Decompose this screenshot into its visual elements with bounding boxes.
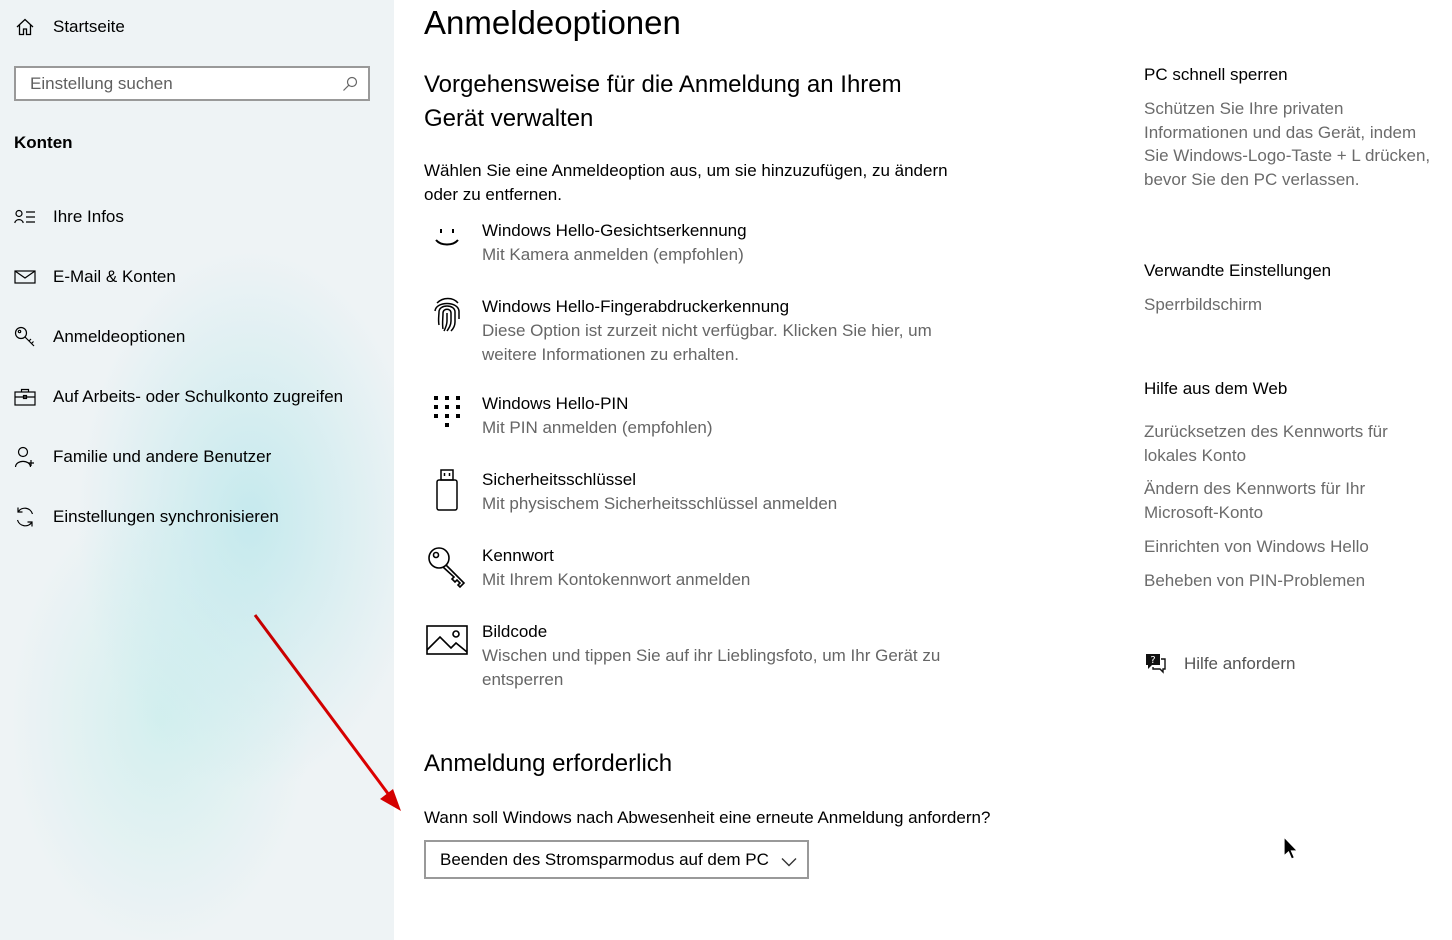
sidebar-item-label: Anmeldeoptionen: [53, 327, 186, 346]
option-pin[interactable]: [424, 392, 984, 444]
sidebar-item-label: Ihre Infos: [53, 207, 124, 226]
home-label: Startseite: [53, 17, 125, 36]
intro-text: Wählen Sie eine Anmeldeoption aus, um sie hinzuzufügen, zu ändern oder zu entfernen.: [424, 161, 948, 204]
sidebar-item-label: Familie und andere Benutzer: [53, 447, 272, 466]
settings-search-input[interactable]: [16, 68, 350, 99]
sidebar-item-arbeitskonto[interactable]: [0, 384, 394, 410]
sidebar-item-familie[interactable]: [0, 444, 394, 470]
sub-heading: Vorgehensweise für die Anmeldung an Ihrem Gerät verwalten: [424, 71, 902, 132]
sidebar-item-label: Auf Arbeits- oder Schulkonto zugreifen: [53, 387, 344, 406]
sidebar-item-email-konten[interactable]: [0, 264, 394, 290]
option-fingerprint[interactable]: [424, 295, 984, 371]
briefcase-icon: [14, 386, 36, 408]
related-heading: Verwandte Einstellungen: [1144, 261, 1332, 280]
lock-heading: PC schnell sperren: [1144, 65, 1288, 84]
option-desc: Wischen und tippen Sie auf ihr Lieblingsfoto, um Ihr Gerät zu entsperren: [482, 646, 941, 689]
sidebar-item-synchronisieren[interactable]: [0, 504, 394, 530]
mail-icon: [14, 266, 36, 288]
option-title: Kennwort: [482, 546, 554, 565]
option-title: Sicherheitsschlüssel: [482, 470, 637, 489]
option-desc: Mit PIN anmelden (empfohlen): [482, 418, 713, 437]
option-title: Windows Hello-PIN: [482, 394, 629, 413]
settings-search-box[interactable]: [14, 66, 370, 101]
option-desc: Mit physischem Sicherheitsschlüssel anmelden: [482, 494, 838, 513]
pin-keypad-icon: [424, 392, 470, 438]
help-label: Hilfe anfordern: [1184, 654, 1296, 673]
usb-key-icon: [424, 468, 470, 514]
page-title: Anmeldeoptionen: [424, 4, 681, 41]
option-picture-password[interactable]: [424, 620, 984, 696]
sidebar-item-label: Einstellungen synchronisieren: [53, 507, 279, 526]
option-face-recognition[interactable]: [424, 219, 984, 271]
sync-icon: [14, 506, 36, 528]
password-key-icon: [424, 544, 470, 590]
person-card-icon: [14, 206, 36, 228]
section-title-anmeldung-erforderlich: Anmeldung erforderlich: [424, 750, 673, 777]
link-pin-problems[interactable]: Beheben von PIN-Problemen: [1144, 571, 1366, 590]
option-desc: Diese Option ist zurzeit nicht verfügbar. Klicken Sie hier, um weitere Informationen zu erhalten.: [482, 321, 932, 364]
link-setup-windows-hello[interactable]: Einrichten von Windows Hello: [1144, 537, 1369, 556]
person-add-icon: [14, 446, 36, 468]
link-reset-local-password[interactable]: Zurücksetzen des Kennworts für lokales Konto: [1144, 422, 1388, 465]
dropdown-value: Beenden des Stromsparmodus auf dem PC: [440, 850, 769, 869]
annotation-arrow: [245, 605, 415, 820]
sidebar-item-label: E-Mail & Konten: [53, 267, 176, 286]
mouse-cursor-icon: [1282, 836, 1300, 862]
reauth-question: Wann soll Windows nach Abwesenheit eine erneute Anmeldung anfordern?: [424, 808, 991, 827]
fingerprint-icon: [424, 295, 470, 341]
face-icon: [424, 219, 470, 265]
search-icon[interactable]: [342, 76, 358, 92]
option-password[interactable]: [424, 544, 984, 596]
help-chat-icon: [1144, 652, 1166, 674]
home-nav-item[interactable]: [0, 14, 394, 40]
sidebar-item-ihre-infos[interactable]: [0, 204, 394, 230]
chevron-down-icon: [781, 854, 797, 872]
link-change-ms-password[interactable]: Ändern des Kennworts für Ihr Microsoft-Konto: [1144, 479, 1366, 522]
option-desc: Mit Ihrem Kontokennwort anmelden: [482, 570, 751, 589]
section-label: Konten: [14, 133, 73, 152]
key-icon: [14, 326, 36, 348]
reauth-dropdown[interactable]: [424, 840, 809, 879]
option-title: Windows Hello-Gesichtserkennung: [482, 221, 747, 240]
option-title: Bildcode: [482, 622, 548, 641]
option-security-key[interactable]: [424, 468, 984, 520]
sidebar-item-anmeldeoptionen[interactable]: [0, 324, 394, 350]
web-help-heading: Hilfe aus dem Web: [1144, 379, 1288, 398]
option-desc: Mit Kamera anmelden (empfohlen): [482, 245, 744, 264]
picture-icon: [424, 620, 470, 666]
svg-text:?: ?: [1150, 655, 1156, 666]
option-title: Windows Hello-Fingerabdruckerkennung: [482, 297, 790, 316]
home-icon: [14, 16, 36, 38]
link-sperrbildschirm[interactable]: Sperrbildschirm: [1144, 295, 1263, 314]
lock-description: Schützen Sie Ihre privaten Informationen und das Gerät, indem Sie Windows-Logo-Taste + L drücken, bevor Sie den PC verlassen.: [1144, 99, 1431, 189]
